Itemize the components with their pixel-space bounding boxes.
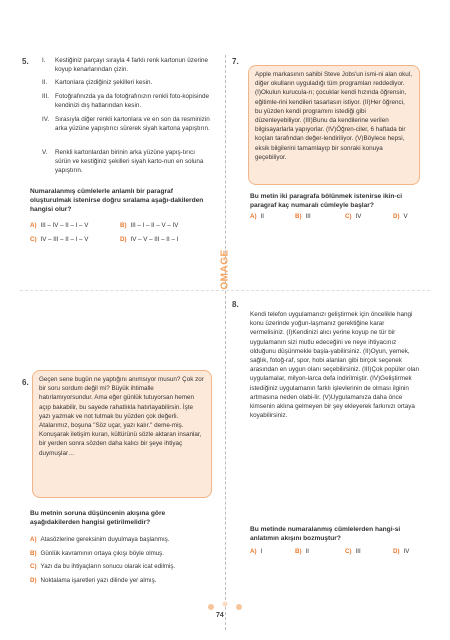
q7-option-a[interactable] — [250, 213, 264, 220]
q6-question-stem: Bu metnin soruna düşüncenin akışına göre aşağıdakilerden hangisi getirilmelidir? — [30, 510, 166, 527]
option-letter: C) — [345, 213, 352, 220]
option-text: III – I – II – V – IV — [130, 222, 179, 229]
option-letter: B) — [295, 213, 302, 220]
q8-question-stem: Bu metinde numaralanmış cümlelerden hangi-si anlatımın akışını bozmuştur? — [250, 526, 401, 543]
q5-step-text: Renkli kartonlardan birinin arka yüzüne yapış-tırıcı sürün ve kestiğiniz şekilleri siyah karto-nun en soluna yapıştırın. — [55, 149, 204, 175]
q5-step-text: Fotoğrafınızda ya da fotoğrafınızın renkli foto-kopisinde kendinizi dış hatlarından kesin. — [55, 93, 210, 110]
option-text: III — [305, 213, 311, 220]
column-divider — [225, 55, 226, 630]
option-letter: D) — [30, 577, 37, 584]
q5-question-stem: Numaralanmış cümlelerle anlamlı bir paragraf oluşturulmak istenirse doğru sıralama aşağı-dakilerden hangisi olur? — [30, 188, 204, 214]
q5-number: 5. — [22, 57, 29, 66]
option-letter: B) — [120, 222, 127, 229]
option-text: IV — [355, 213, 362, 220]
q5-option-c[interactable] — [30, 236, 88, 243]
option-letter: A) — [250, 213, 257, 220]
option-letter: C) — [30, 236, 37, 243]
q5-step-numeral: II. — [42, 79, 48, 86]
option-text: V — [403, 213, 408, 220]
option-text: III – IV – II – I – V — [40, 222, 89, 229]
q7-option-d[interactable] — [393, 213, 408, 220]
option-text: Noktalama işaretleri yazı dilinde yer almış. — [40, 577, 157, 584]
q5-step-text: Sırasıyla diğer renkli kartonlara ve en son da resminizin arka yüzüne yapıştırıcı sürerek siyah kartona yapıştırın. — [55, 116, 210, 133]
q5-step — [42, 56, 212, 74]
option-text: IV – III – II – I – V — [40, 236, 89, 243]
option-text: IV — [403, 548, 410, 555]
option-letter: D) — [393, 548, 400, 555]
page-ornament-icon — [205, 600, 245, 614]
q8-passage: Kendi telefon uygulamanızı geliştirmek için öncelikle hangi konu üzerinde yoğun-laşmanız gerektiğine karar vermelisiniz. (I)Kendinizi alıcı yerine koyup ne tür bir uygulamanın sizi mutlu edeceğini ve neye ihtiyacınız olduğunu düşünmekle başla-yabilirsiniz. (II)Oyun, yemek, sağlık, fotoğ-raf, spor, hobi alanları gibi birçok seçenek arasından en uygun olanı seçebilirsiniz. (III)Çok popüler olan uygulamalar, milyon-larca defa indirilmiştir. (IV)Geliştirmek istediğiniz uygulamanın farklı işlevlerinin de olması ilginin artmasına neden olabi-lir. (V)Uygulamanıza daha önce kimsenin aklına gelmeyen bir şey ekleyerek farkınızı ortaya koyabilirsiniz. — [250, 311, 420, 420]
q6-passage-box: Geçen sene bugün ne yaptığını anımsıyor musun? Çok zor bir soru sordum değil mi? Büyük ihtimalle hatırlamıyorsundur. Ama eğer günlük tutuyorsan hemen açıp bakabilir, bu sayede rahatlıkla hatırlayabilirsin. İşte yazı yazmak ve not tutmak bu yüzden çok değerli. Atalarımız, boşuna "Söz uçar, yazı kalır." deme-miş. Konuşarak iletişim kuran, kültürünü sözle aktaran insanlar, bir yerden sonra sözden daha kalıcı bir şeye ihtiyaç duymuşlar… — [32, 370, 212, 498]
option-letter: B) — [30, 550, 37, 557]
q8-option-b[interactable] — [295, 548, 309, 555]
option-letter: B) — [295, 548, 302, 555]
q5-option-d[interactable] — [120, 236, 178, 243]
q7-question-stem: Bu metin iki paragrafa bölünmek istenirse ikin-ci paragraf kaç numaralı cümleyle başlar? — [250, 193, 403, 210]
option-letter: C) — [30, 563, 37, 570]
q5-step-text: Kartonlara çizdiğiniz şekilleri kesin. — [55, 79, 153, 86]
q6-option-c[interactable] — [30, 563, 175, 570]
q5-step-numeral: IV. — [42, 116, 50, 123]
option-text: III — [355, 548, 361, 555]
option-letter: A) — [250, 548, 257, 555]
option-letter: C) — [345, 548, 352, 555]
watermark-logo — [215, 246, 235, 296]
option-text: Atasözlerine gereksinim duyulmaya başlanmış. — [40, 536, 170, 543]
q5-step-numeral: III. — [42, 93, 49, 100]
q7-option-b[interactable] — [295, 213, 311, 220]
q8-option-a[interactable] — [250, 548, 262, 555]
q5-option-a[interactable] — [30, 222, 88, 229]
q5-step — [42, 78, 212, 87]
option-text: IV – V – III – II – I — [130, 236, 179, 243]
q5-step — [42, 148, 212, 176]
q5-step-numeral: V. — [42, 149, 48, 156]
q5-step-numeral: I. — [42, 57, 46, 64]
q7-option-c[interactable] — [345, 213, 361, 220]
q7-number: 7. — [232, 57, 239, 66]
q5-step — [42, 115, 212, 133]
option-text: I — [260, 548, 263, 555]
option-text: Günlük kavramının ortaya çıkışı böyle olmuş. — [40, 550, 164, 557]
q5-option-b[interactable] — [120, 222, 178, 229]
option-text: II — [260, 213, 264, 220]
q6-option-a[interactable] — [30, 536, 170, 543]
q8-option-d[interactable] — [393, 548, 409, 555]
q6-option-b[interactable] — [30, 550, 164, 557]
q7-passage-box: Apple markasının sahibi Steve Jobs'un ismi-ni alan okul, diğer okulların uyguladığı tüm programları reddediyor. (I)Okulun kurucula-rı; çocuklar kendi hızında öğrensin, eğitimle-rini kendileri tasarlasın istiyor. (II)Her öğrenci, bu yüzden kendi programını istediği gibi düzenleyebiliyor. (III)Bunu da kendilerine verilen bilgisayarlarla yapıyorlar. (IV)Öğren-ciler, 6 haftada bir koçları tarafından değer-lendiriliyor. (V)Böylece hepsi, eksik bilgilerini tamamlayıp bir sonraki konuya geçebiliyor. — [248, 65, 420, 185]
watermark-text: OMAGE — [219, 249, 231, 290]
q8-option-c[interactable] — [345, 548, 361, 555]
option-letter: A) — [30, 222, 37, 229]
option-text: Yazı da bu ihtiyaçların sonucu olarak icat edilmiş. — [40, 563, 176, 570]
q6-number: 6. — [22, 378, 29, 387]
q5-step — [42, 92, 212, 110]
q8-number: 8. — [232, 300, 239, 309]
option-letter: D) — [120, 236, 127, 243]
q6-option-d[interactable] — [30, 577, 156, 584]
option-letter: D) — [393, 213, 400, 220]
option-letter: A) — [30, 536, 37, 543]
page-number: 74 — [216, 612, 224, 619]
q5-step-text: Kestiğiniz parçayı sırayla 4 farklı renk kartonun üzerine koyup kenarlarından çizin. — [55, 57, 208, 74]
option-text: II — [305, 548, 309, 555]
